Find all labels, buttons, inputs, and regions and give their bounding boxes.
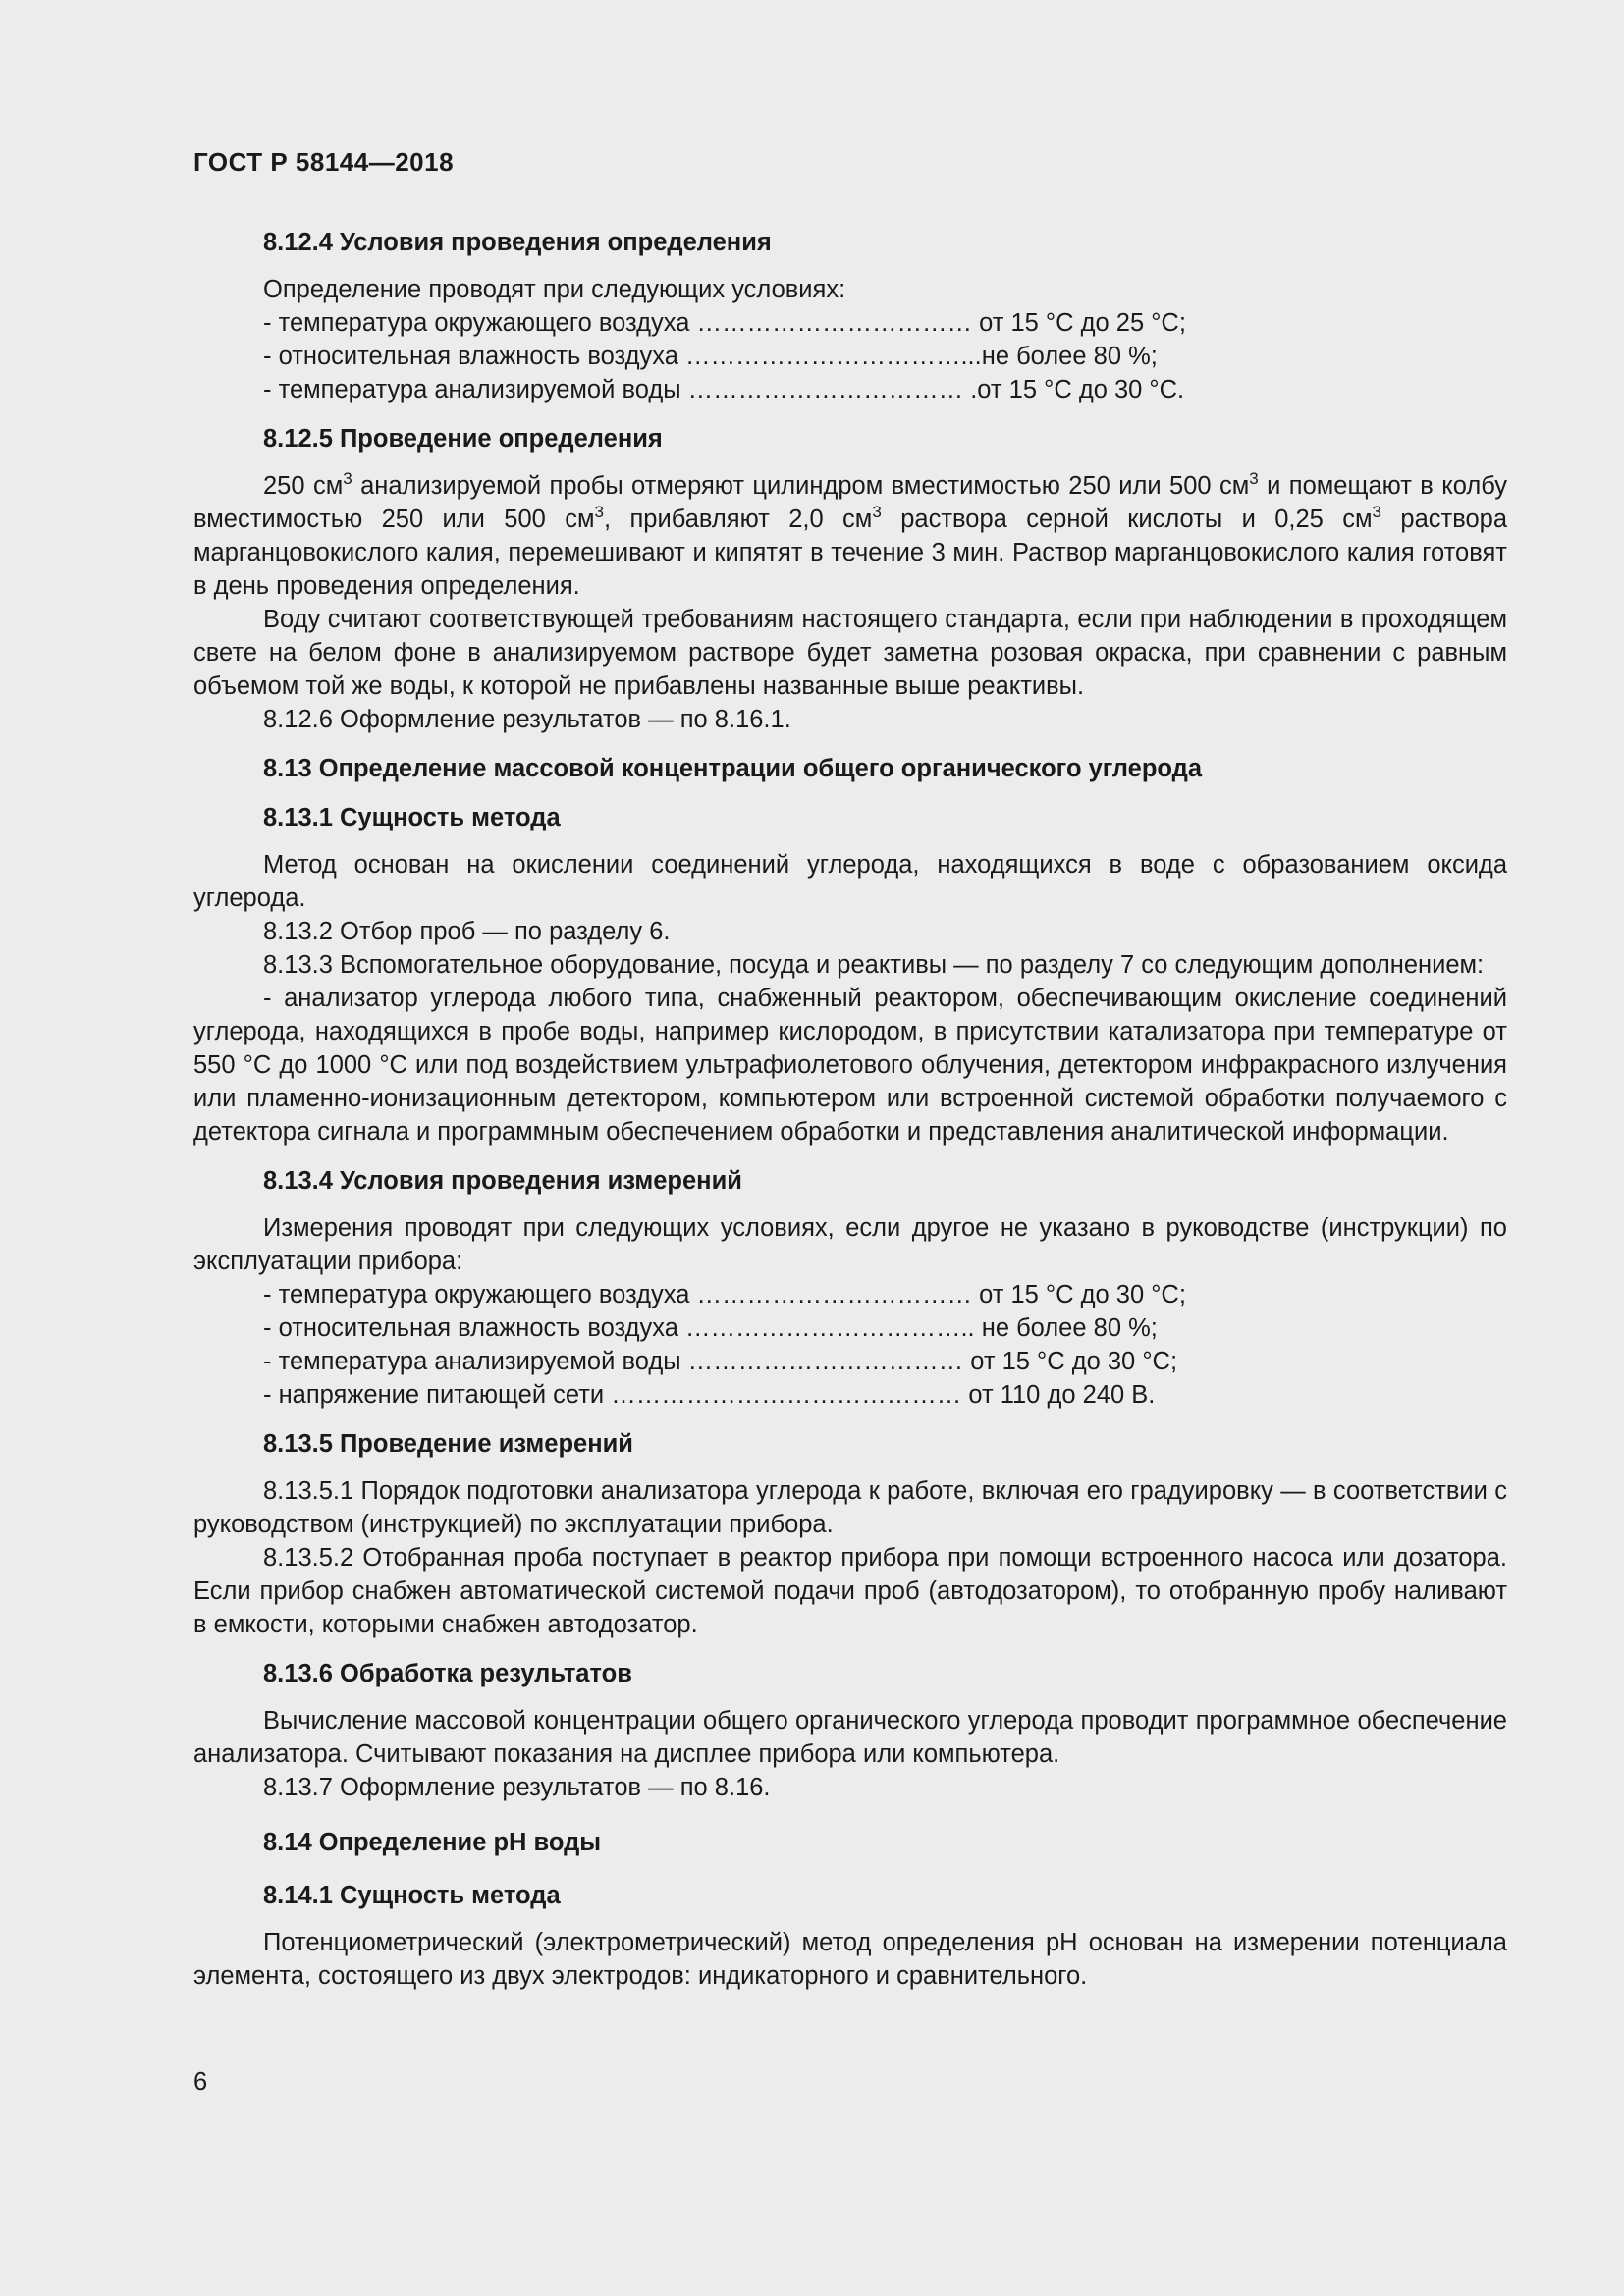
section-heading-8-14: 8.14 Определение рН воды <box>263 1829 602 1856</box>
section-heading-8-14-1: 8.14.1 Сущность метода <box>263 1882 561 1909</box>
paragraph: Определение проводят при следующих условиях: <box>263 276 846 303</box>
paragraph: Измерения проводят при следующих условиях, если другое не указано в руководстве (инструкции) по эксплуатации прибора: <box>193 1214 1507 1275</box>
condition-line: - температура окружающего воздуха …………………………… от 15 °С до 25 °С; <box>263 309 1186 337</box>
condition-line: - относительная влажность воздуха ……………………………...не более 80 %; <box>263 343 1158 370</box>
paragraph: 8.13.7 Оформление результатов — по 8.16. <box>263 1774 771 1801</box>
section-heading-8-13: 8.13 Определение массовой концентрации общего органического углерода <box>263 755 1203 782</box>
paragraph: 8.13.3 Вспомогательное оборудование, посуда и реактивы — по разделу 7 со следующим дополнением: <box>263 951 1485 979</box>
section-heading-8-13-1: 8.13.1 Сущность метода <box>263 804 561 831</box>
paragraph: 8.13.2 Отбор проб — по разделу 6. <box>263 918 671 945</box>
document-header: ГОСТ Р 58144—2018 <box>193 147 455 177</box>
paragraph: 250 $см^3$ анализируемой пробы отмеряют цилиндром вместимостью 250 или 500 $см^3$ и помещают в колбу вместимостью 250 или 500 $см^3$, прибавляют 2,0 $см^3$ раствора серной кислоты и 0,25 $см^3$ раствора марганцовокислого калия, перемешивают и кипятят в течение 3 мин. Раствор марганцовокислого калия готовят в день проведения определения. <box>193 469 1507 600</box>
section-heading-8-13-6: 8.13.6 Обработка результатов <box>263 1660 632 1687</box>
paragraph: 8.12.6 Оформление результатов — по 8.16.1. <box>263 706 791 733</box>
condition-line: - напряжение питающей сети …………………………………… от 110 до 240 В. <box>263 1381 1156 1409</box>
section-heading-8-12-4: 8.12.4 Условия проведения определения <box>263 229 772 256</box>
condition-line: - температура окружающего воздуха …………………………… от 15 °С до 30 °С; <box>263 1281 1186 1308</box>
condition-line: - относительная влажность воздуха …………………………….. не более 80 %; <box>263 1314 1158 1342</box>
paragraph: Вычисление массовой концентрации общего органического углерода проводит программное обеспечение анализатора. Считывают показания на дисплее прибора или компьютера. <box>193 1707 1507 1768</box>
paragraph: 8.13.5.1 Порядок подготовки анализатора углерода к работе, включая его градуировку — в соответствии с руководством (инструкцией) по эксплуатации прибора. <box>193 1477 1507 1538</box>
section-heading-8-13-5: 8.13.5 Проведение измерений <box>263 1430 633 1458</box>
section-heading-8-13-4: 8.13.4 Условия проведения измерений <box>263 1167 742 1195</box>
section-heading-8-12-5: 8.12.5 Проведение определения <box>263 425 663 453</box>
paragraph: Метод основан на окислении соединений углерода, находящихся в воде с образованием оксида углерода. <box>193 851 1507 912</box>
paragraph: Воду считают соответствующей требованиям настоящего стандарта, если при наблюдении в проходящем свете на белом фоне в анализируемом растворе будет заметна розовая окраска, при сравнении с равным объемом той же воды, к которой не прибавлены названные выше реактивы. <box>193 606 1507 700</box>
paragraph: - анализатор углерода любого типа, снабженный реактором, обеспечивающим окисление соединений углерода, находящихся в пробе воды, например кислородом, в присутствии катализатора при температуре от 550 °С до 1000 °С или под воздействием ультрафиолетового облучения, детектором инфракрасного излучения или пламенно-ионизационным детектором, компьютером или встроенной системой обработки получаемого с детектора сигнала и программным обеспечением обработки и представления аналитической информации. <box>193 985 1507 1146</box>
document-body <box>193 226 1507 1993</box>
page-number: 6 <box>193 2068 208 2096</box>
condition-line: - температура анализируемой воды …………………………… .от 15 °С до 30 °С. <box>263 376 1185 403</box>
paragraph: Потенциометрический (электрометрический) метод определения рН основан на измерении потенциала элемента, состоящего из двух электродов: индикаторного и сравнительного. <box>193 1929 1507 1990</box>
condition-line: - температура анализируемой воды …………………………… от 15 °С до 30 °С; <box>263 1348 1178 1375</box>
paragraph: 8.13.5.2 Отобранная проба поступает в реактор прибора при помощи встроенного насоса или дозатора. Если прибор снабжен автоматической системой подачи проб (автодозатором), то отобранную пробу наливают в емкости, которыми снабжен автодозатор. <box>193 1544 1507 1638</box>
